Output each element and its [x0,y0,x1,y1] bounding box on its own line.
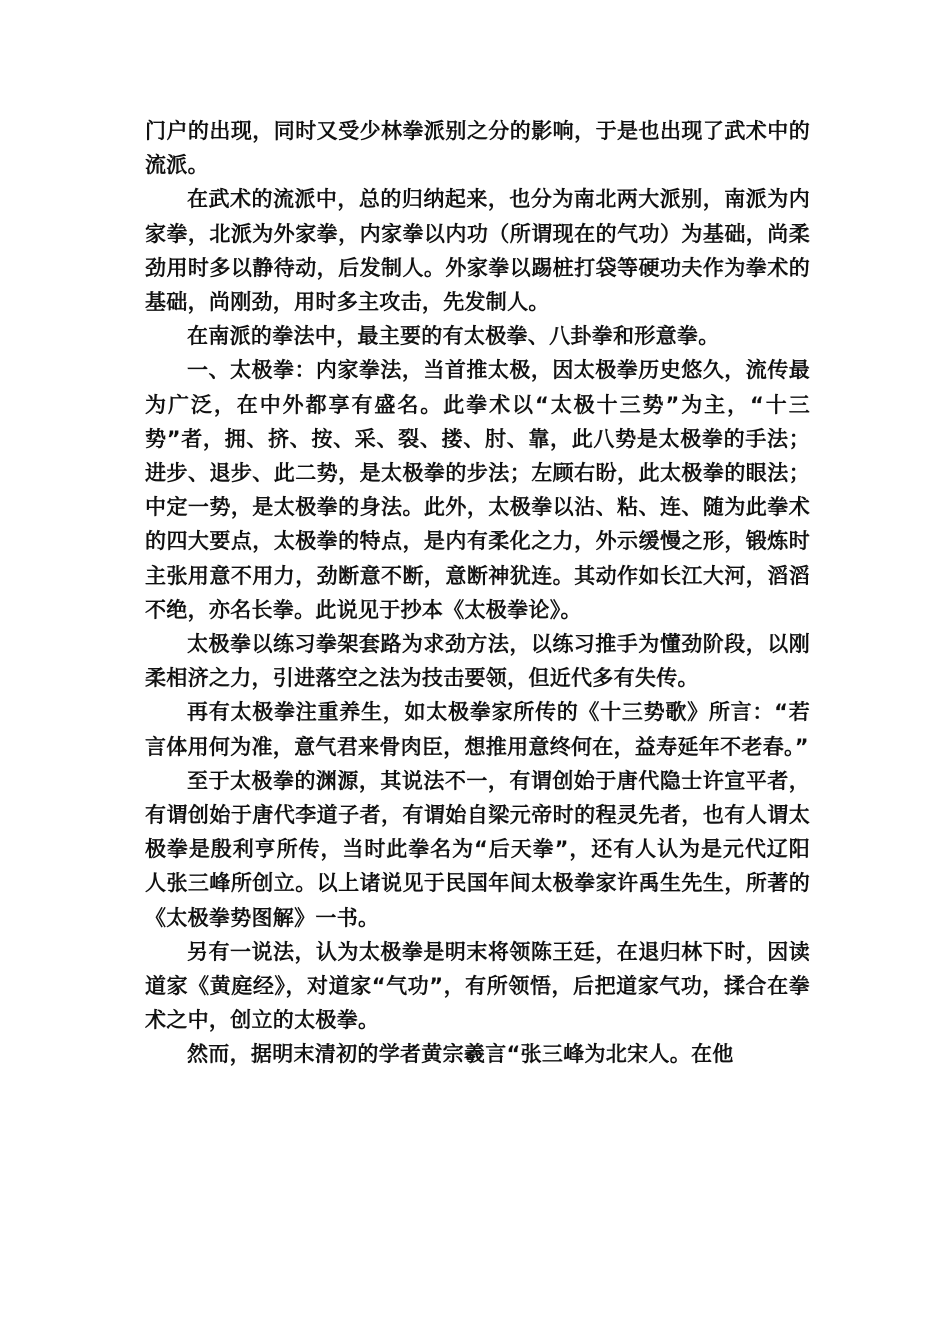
paragraph-6: 再有太极拳注重养生，如太极拳家所传的《十三势歌》所言：“若言体用何为准，意气君来骨肉臣，想推用意终何在，益寿延年不老春。” [145,700,810,759]
paragraph-5: 太极拳以练习拳架套路为求劲方法，以练习推手为懂劲阶段，以刚柔相济之力，引进落空之法为技击要领，但近代多有失传。 [145,632,810,691]
paragraph-4: 一、太极拳：内家拳法，当首推太极，因太极拳历史悠久，流传最为广泛，在中外都享有盛名。此拳术以“太极十三势”为主，“十三势”者，拥、挤、按、采、裂、搂、肘、靠，此八势是太极拳的手法；进步、退步、此二势，是太极拳的步法；左顾右盼，此太极拳的眼法；中定一势，是太极拳的身法。此外，太极拳以沾、粘、连、随为此拳术的四大要点，太极拳的特点，是内有柔化之力，外示缓慢之形，锻炼时主张用意不用力，劲断意不断，意断神犹连。其动作如长江大河，滔滔不绝，亦名长拳。此说见于抄本《太极拳论》。 [145,358,810,622]
paragraph-9: 然而，据明末清初的学者黄宗羲言“张三峰为北宋人。在他 [187,1042,734,1067]
paragraph-1: 门户的出现，同时又受少林拳派别之分的影响，于是也出现了武术中的流派。 [145,119,810,178]
paragraph-2: 在武术的流派中，总的归纳起来，也分为南北两大派别，南派为内家拳，北派为外家拳，内家拳以内功（所谓现在的气功）为基础，尚柔劲用时多以静待动，后发制人。外家拳以踢桩打袋等硬功夫作为拳术的基础，尚刚劲，用时多主攻击，先发制人。 [145,187,810,315]
paragraph-7: 至于太极拳的渊源，其说法不一，有谓创始于唐代隐士许宣平者，有谓创始于唐代李道子者，有谓始自梁元帝时的程灵先者，也有人谓太极拳是殷利亨所传，当时此拳名为“后天拳”，还有人认为是元代辽阳人张三峰所创立。以上诸说见于民国年间太极拳家许禹生先生，所著的《太极拳势图解》一书。 [145,768,810,930]
document-body [145,114,810,1072]
paragraph-8: 另有一说法，认为太极拳是明末将领陈王廷，在退归林下时，因读道家《黄庭经》，对道家“气功”，有所领悟，后把道家气功，揉合在拳术之中，创立的太极拳。 [145,939,810,1033]
paragraph-3: 在南派的拳法中，最主要的有太极拳、八卦拳和形意拳。 [187,324,720,349]
